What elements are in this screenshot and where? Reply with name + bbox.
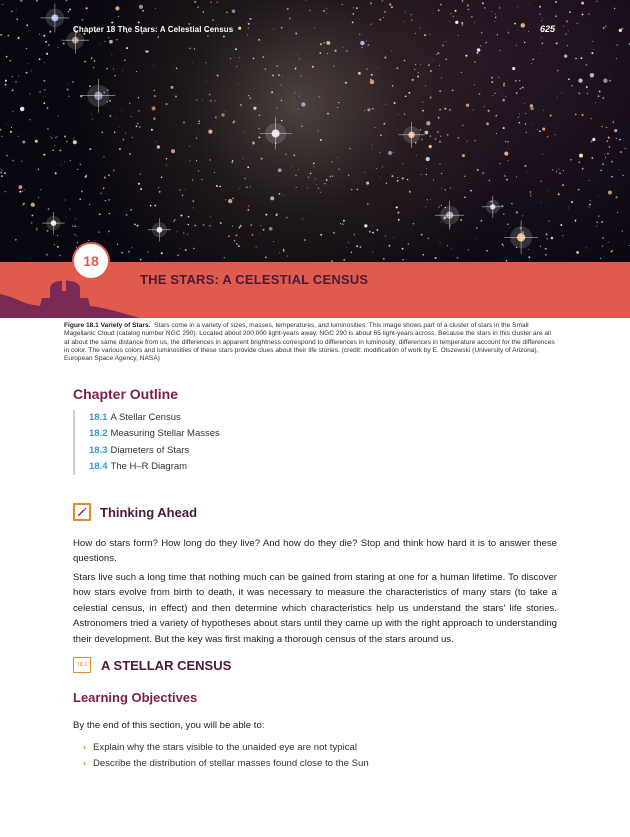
chapter-title: THE STARS: A CELESTIAL CENSUS [140, 272, 369, 287]
outline-item-number[interactable]: 18.3 [89, 444, 108, 456]
chapter-outline-list [73, 410, 220, 475]
chevron-right-icon: › [83, 758, 86, 768]
list-item [83, 756, 369, 772]
section-header [73, 657, 231, 673]
chapter-outline-heading: Chapter Outline [73, 386, 179, 402]
outline-item[interactable] [89, 459, 220, 475]
star-cluster-image [0, 0, 630, 262]
thinking-ahead-header [73, 503, 197, 521]
outline-item-number[interactable]: 18.4 [89, 460, 108, 472]
learning-objectives-list [83, 740, 369, 772]
outline-item[interactable] [89, 410, 220, 426]
outline-item-number[interactable]: 18.1 [89, 412, 108, 423]
running-head: Chapter 18 The Stars: A Celestial Census [73, 25, 234, 34]
chapter-number-badge: 18 [72, 242, 110, 280]
star-field [0, 0, 630, 262]
figure-text: Stars come in a variety of sizes, masses, temperatures, and luminosities. This image shows part of a cluster of stars in the Small Magellanic Cloud (catalog number NGC 290). Located about 200,000 light-years away, NGC 290 is about 65 light-years across. Because the stars in this cluster are all at about the same distance from us, the differences in apparent brightness correspond to differences in luminosity; differences in temperature account for the differences in color. The various colors and luminosities of these stars provide clues about their life stories. (credit: modification of work by E. Olszewski (University of Arizona), European Space Agency, NASA) [64, 322, 555, 363]
thinking-ahead-paragraph-1: How do stars form? How long do they live? And how do they die? Stop and think how hard it is to answer these questions. [73, 538, 557, 565]
section-title: A STELLAR CENSUS [101, 657, 232, 673]
section-number-badge: 18.1 [73, 657, 91, 673]
list-item [83, 740, 369, 756]
outline-item-label[interactable]: Measuring Stellar Masses [110, 428, 220, 440]
objective-text: Describe the distribution of stellar masses found close to the Sun [93, 758, 369, 769]
thinking-ahead-paragraph-2: Stars live such a long time that nothing much can be gained from staring at one for a human lifetime. To discover how stars evolve from birth to death, it was necessary to measure the characteristics of many stars (to take a celestial census, in effect) and then determine which characteristics help us understand the stars' life stories. Astronomers tried a variety of hypotheses about stars until they came up with the right approach to understanding their development. But the key was first making a thorough census of the stars around us. [73, 572, 557, 645]
outline-item-label[interactable]: Diameters of Stars [110, 444, 190, 456]
objective-text: Explain why the stars visible to the unaided eye are not typical [93, 742, 357, 753]
observatory-silhouette-icon [0, 276, 140, 318]
learning-objectives-intro: By the end of this section, you will be able to: [73, 720, 265, 731]
pencil-icon [73, 503, 91, 521]
outline-item-number[interactable]: 18.2 [89, 428, 108, 440]
thinking-ahead-heading: Thinking Ahead [100, 504, 198, 520]
outline-item-label[interactable]: The H–R Diagram [110, 460, 188, 472]
outline-item[interactable] [89, 426, 220, 442]
figure-label: Figure 18.1 Variety of Stars. [64, 322, 151, 329]
learning-objectives-heading: Learning Objectives [73, 690, 198, 705]
page-number: 625 [540, 24, 556, 34]
chevron-right-icon: › [83, 742, 86, 752]
outline-item-label[interactable]: A Stellar Census [110, 412, 181, 423]
figure-caption [64, 322, 556, 363]
outline-item[interactable] [89, 443, 220, 459]
